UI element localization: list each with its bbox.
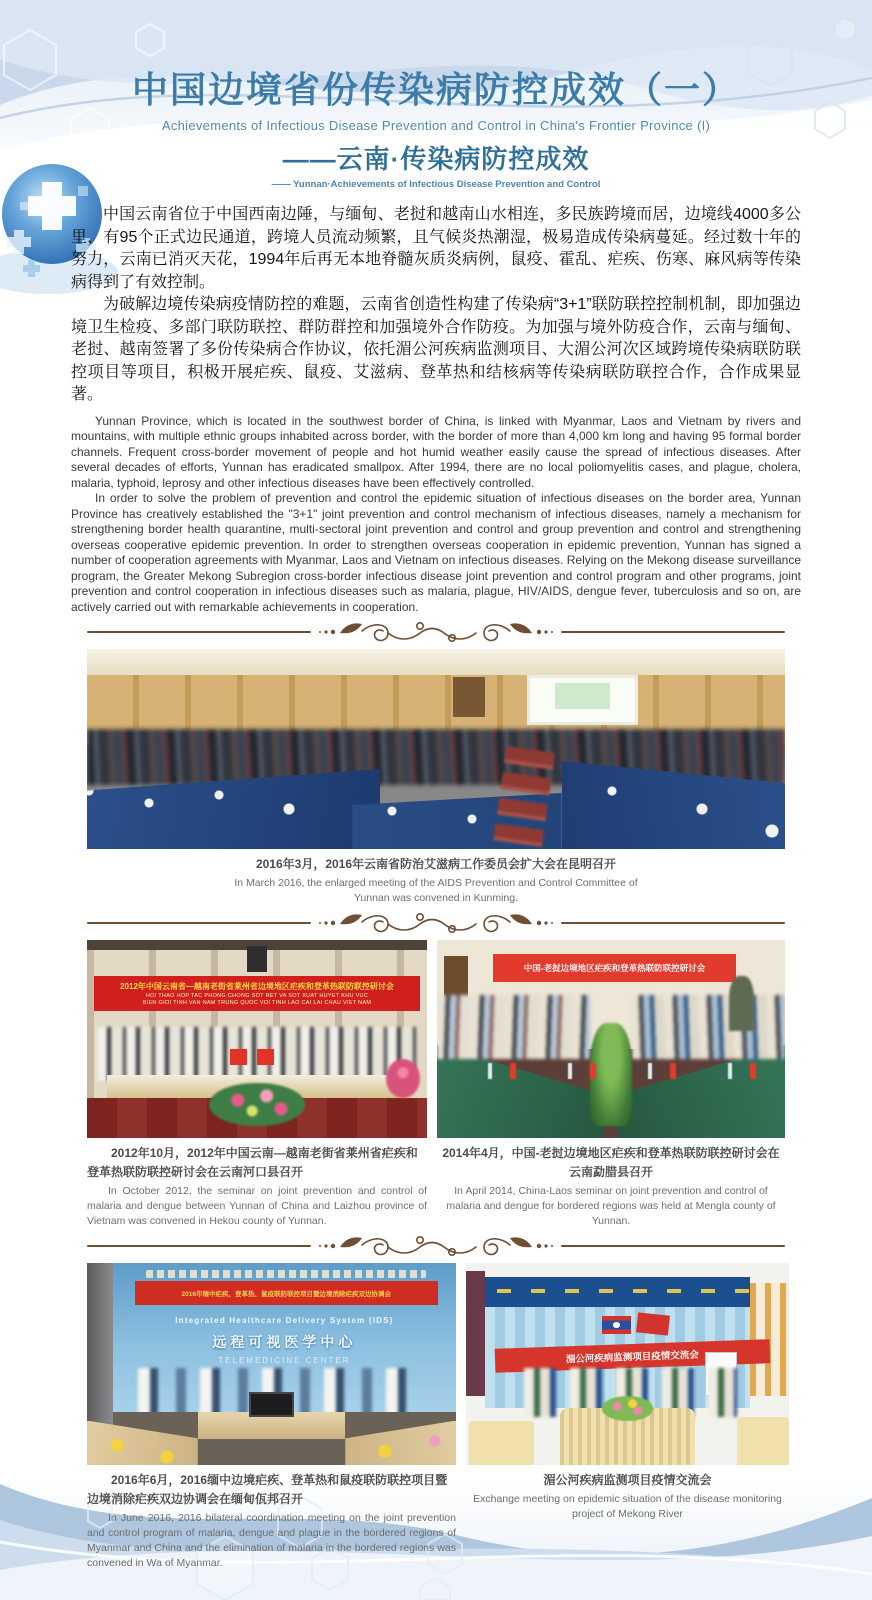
page-subtitle: ——云南·传染病防控成效 bbox=[282, 144, 590, 174]
paragraph-english-1: Yunnan Province, which is located in the southwest border of China, is linked with Myanmar, Laos and Vietnam by rivers and mountains, with multiple ethnic groups inhabited across border, with the border of more than 4,000 km long and having 95 formal border channels. Frequent cross-border movement of people and hot humid weather easily cause the spread of infectious diseases. After several decades of efforts, Yunnan has eradicated smallpox. After 1994, there are no local poliomyelitis cases, and plague, cholera, malaria, typhoid, leprosy and other infectious diseases have been effectively controlled. bbox=[71, 413, 801, 490]
caption-5-chinese: 湄公河疾病监测项目疫情交流会 bbox=[543, 1473, 712, 1487]
photo-banner bbox=[94, 976, 420, 1012]
paragraph-chinese-1: 中国云南省位于中国西南边陲，与缅甸、老挝和越南山水相连，多民族跨境而居，边境线4000多公里，有95个正式边民通道，跨境人员流动频繁，且气候炎热潮湿，极易造成传染病蔓延。经过数十年的努力，云南已消灭天花，1994年后再无本地脊髓灰质炎病例，鼠疫、霍乱、疟疾、伤寒、麻风病等传染病得到了有效控制。 bbox=[71, 206, 801, 291]
page-header bbox=[0, 0, 872, 190]
caption-4-english: In June 2016, 2016 bilateral coordination meeting on the joint prevention and control program of malaria, dengue and plague in the bordered regions of Myanmar and China and the elimination of malaria in the bordered regions was convened in Wa of Myanmar. bbox=[87, 1512, 456, 1569]
caption-3-english: In April 2014, China-Laos seminar on joint prevention and control of malaria and dengue for bordered regions was held at Mengla county of Yunnan. bbox=[446, 1185, 776, 1227]
figure-vietnam-seminar bbox=[87, 940, 427, 1229]
photo-conference-hall bbox=[87, 649, 785, 849]
photo-group-photo bbox=[466, 1263, 789, 1465]
flourish-ornament-icon bbox=[316, 910, 556, 936]
red-flag-icon bbox=[636, 1312, 670, 1335]
figure-laos-seminar bbox=[437, 940, 785, 1229]
backdrop-text-english-1: Integrated Healthcare Delivery System (IDS) bbox=[175, 1315, 394, 1325]
caption-3-chinese: 2014年4月，中国-老挝边境地区疟疾和登革热联防联控研讨会在云南勐腊县召开 bbox=[442, 1146, 780, 1179]
figure-myanmar-coordination-meeting bbox=[87, 1263, 456, 1571]
banner-subtext: BIEN GIOI TINH VAN NAM TRUNG QUOC VOI TINH LAO CAI LAI CHAU VIET NAM bbox=[142, 999, 372, 1006]
backdrop-text-english-2: TELEMEDICINE CENTER bbox=[218, 1355, 351, 1365]
caption-3 bbox=[437, 1144, 785, 1229]
photo-banner: 中国-老挝边境地区疟疾和登革热联防联控研讨会 bbox=[493, 954, 737, 982]
flourish-ornament-icon bbox=[316, 1233, 556, 1259]
photo-telemedicine-center bbox=[87, 1263, 456, 1465]
paragraph-english-2: In order to solve the problem of prevention and control the epidemic situation of infectious diseases on the border area, Yunnan Province has creatively established the "3+1" joint prevention and control mechanism of infectious diseases, namely a mechanism for strengthening border health quarantine, multi-sectoral joint prevention and control and group prevention and control and strengthening overseas cooperative epidemic prevention. In order to strengthen overseas cooperation in epidemic prevention, Yunnan has signed a number of cooperation agreements with Myanmar, Laos and Vietnam on infectious diseases. Relying on the Mekong disease surveillance program, the Greater Mekong Subregion cross-border infectious disease joint prevention and control program and other programs, joint prevention and control cooperation in infectious diseases such as malaria, plague, HIV/AIDS, dengue fever, tuberculosis and so on, are actively carried out with remarkable achievements in cooperation. bbox=[71, 491, 801, 614]
figure-mekong-exchange-meeting bbox=[466, 1263, 789, 1571]
photo-banner: 2016年缅中疟疾、登革热、鼠疫联防联控项目暨边境消除疟疾双边协调会 bbox=[135, 1281, 438, 1305]
flourish-ornament-icon bbox=[316, 619, 556, 645]
caption-1-chinese: 2016年3月，2016年云南省防治艾滋病工作委员会扩大会在昆明召开 bbox=[255, 857, 617, 871]
body-text bbox=[71, 204, 801, 615]
laos-flag-icon bbox=[602, 1316, 631, 1334]
flourish-divider bbox=[87, 910, 785, 936]
photo-signing-ceremony bbox=[87, 940, 427, 1138]
page-title-english: Achievements of Infectious Disease Prevention and Control in China's Frontier Province (I) bbox=[161, 118, 711, 133]
banner-subtext: HOI THAO HOP TAC PHONG CHONG SOT RET VA SOT XUAT HUYET KHU VUC bbox=[145, 992, 369, 999]
photo-banner: 湄公河疾病监测项目疫情交流会 bbox=[495, 1339, 770, 1373]
flourish-divider bbox=[87, 619, 785, 645]
figure-aids-committee-meeting bbox=[87, 649, 785, 906]
caption-2-chinese: 2012年10月，2012年中国云南—越南老街省莱州省疟疾和登革热联防联控研讨会在云南河口县召开 bbox=[87, 1146, 418, 1179]
caption-1 bbox=[87, 855, 785, 906]
banner-text: 2012年中国云南省—越南老街省莱州省边境地区疟疾和登革热联防联控研讨会 bbox=[120, 981, 394, 991]
page-title: 中国边境省份传染病防控成效（一） bbox=[131, 69, 740, 110]
caption-2 bbox=[87, 1144, 427, 1229]
caption-2-english: In October 2012, the seminar on joint prevention and control of malaria and dengue between Yunnan of China and Laizhou province of Vietnam was convened in Hekou county of Yunnan. bbox=[87, 1185, 427, 1227]
paragraph-chinese-2: 为破解边境传染病疫情防控的难题，云南省创造性构建了传染病“3+1”联防联控控制机制，即加强边境卫生检疫、多部门联防联控、群防群控和加强境外合作防疫。为加强与境外防疫合作，云南与缅甸、老挝、越南签署了多份传染病合作协议，依托湄公河疾病监测项目、大湄公河次区域跨境传染病联防联控项目等项目，积极开展疟疾、鼠疫、艾滋病、登革热和结核病等传染病联防联控合作，合作成果显著。 bbox=[71, 296, 801, 403]
caption-4-chinese: 2016年6月，2016缅中边境疟疾、登革热和鼠疫联防联控项目暨边境消除疟疾双边协调会在缅甸佤邦召开 bbox=[87, 1473, 448, 1506]
photo-green-table-meeting bbox=[437, 940, 785, 1138]
caption-1-english: In March 2016, the enlarged meeting of the AIDS Prevention and Control Committee of Yunnan was convened in Kunming. bbox=[234, 877, 638, 904]
caption-5 bbox=[466, 1471, 789, 1522]
backdrop-text-chinese: 远程可视医学中心 bbox=[212, 1333, 357, 1350]
flourish-divider bbox=[87, 1233, 785, 1259]
caption-4 bbox=[87, 1471, 456, 1571]
caption-5-english: Exchange meeting on epidemic situation of the disease monitoring project of Mekong River bbox=[473, 1493, 782, 1520]
page-subtitle-english: —— Yunnan·Achievements of Infectious Disease Prevention and Control bbox=[271, 179, 601, 190]
